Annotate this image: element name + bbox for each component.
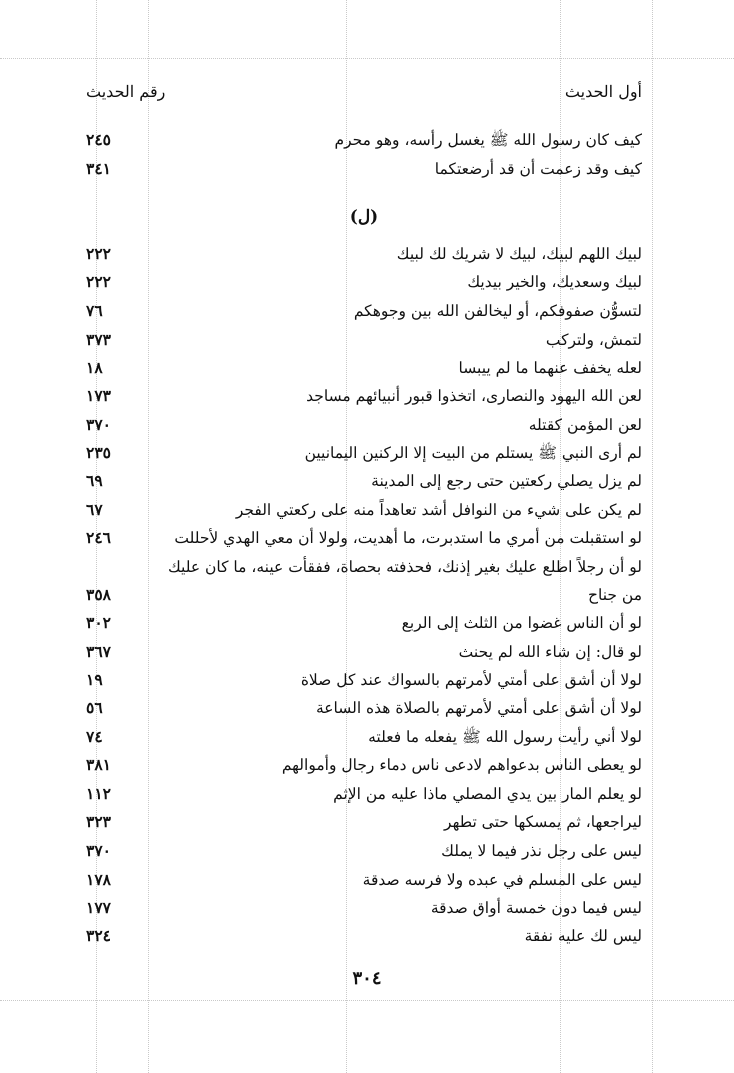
hadith-first-words: لولا أن أشق على أمتي لأمرتهم بالسواك عند كل صلاة: [300, 671, 642, 689]
hadith-number: ٣٢٤: [86, 926, 111, 945]
hadith-first-words: لبيك وسعديك، والخير بيديك: [467, 273, 642, 291]
hadith-number: ٣٧٣: [86, 330, 111, 349]
index-row: [86, 780, 642, 808]
hadith-number: ٦٩: [86, 471, 103, 490]
hadith-first-words: لو استقبلت من أمري ما استدبرت، ما أهديت، ولولا أن معي الهدي لأحللت: [174, 529, 642, 547]
hadith-number: ٢٤٥: [86, 130, 111, 149]
hadith-number: ١٧٨: [86, 870, 111, 889]
index-row: [86, 666, 642, 694]
guide-line: [652, 0, 653, 1073]
index-row: [86, 553, 642, 581]
hadith-first-words: لبيك اللهم لبيك، لبيك لا شريك لك لبيك: [396, 245, 642, 263]
hadith-first-words: لعن المؤمن كقتله: [528, 416, 642, 434]
hadith-number: ٣٥٨: [86, 585, 111, 604]
index-row: [86, 496, 642, 524]
hadith-first-words: لولا أني رأيت رسول الله ﷺ يفعله ما فعلته: [368, 728, 642, 746]
hadith-first-words: من جناح: [587, 586, 642, 604]
index-row: [86, 694, 642, 722]
hadith-number: ٣٢٣: [86, 812, 111, 831]
section-letter: (ل): [349, 207, 379, 227]
hadith-number: ١١٢: [86, 784, 111, 803]
hadith-first-words: لعن الله اليهود والنصارى، اتخذوا قبور أنبيائهم مساجد: [306, 387, 642, 405]
index-row: [86, 126, 642, 154]
index-row: [86, 240, 642, 268]
hadith-first-words: لتسوُّن صفوفكم، أو ليخالفن الله بين وجوهكم: [353, 302, 642, 320]
header-first-words-title: أول الحديث: [564, 82, 642, 101]
index-row: [86, 467, 642, 495]
index-row: [86, 638, 642, 666]
page-number: ٣٠٤: [352, 968, 382, 989]
hadith-first-words: لم أرى النبي ﷺ يستلم من البيت إلا الركنين اليمانيين: [304, 444, 642, 462]
hadith-number: ٣٧٠: [86, 841, 111, 860]
hadith-number: ٣٨١: [86, 755, 111, 774]
hadith-number: ٣٦٧: [86, 642, 111, 661]
index-row: [86, 723, 642, 751]
hadith-first-words: لم يكن على شيء من النوافل أشد تعاهداً منه على ركعتي الفجر: [235, 501, 642, 519]
index-row: [86, 354, 642, 382]
hadith-first-words: لو أن الناس غضوا من الثلث إلى الربع: [401, 614, 642, 632]
hadith-first-words: لولا أن أشق على أمتي لأمرتهم بالصلاة هذه الساعة: [315, 699, 642, 717]
hadith-first-words: ليس فيما دون خمسة أواق صدقة: [430, 899, 642, 917]
index-row: [86, 439, 642, 467]
index-row: [86, 922, 642, 950]
hadith-first-words: ليراجعها، ثم يمسكها حتى تطهر: [444, 813, 642, 831]
guide-line: [0, 58, 734, 59]
hadith-number: ١٧٧: [86, 898, 111, 917]
hadith-number: ٢٢٢: [86, 272, 111, 291]
hadith-number: ٧٦: [86, 301, 103, 320]
hadith-number: ٦٧: [86, 500, 103, 519]
hadith-number: ١٨: [86, 358, 103, 377]
index-row: [86, 837, 642, 865]
hadith-number: ١٩: [86, 670, 103, 689]
hadith-first-words: ليس على المسلم في عبده ولا فرسه صدقة: [362, 871, 642, 889]
index-row: [86, 866, 642, 894]
index-row: [86, 894, 642, 922]
hadith-number: ٥٦: [86, 698, 103, 717]
header-hadith-number-title: رقم الحديث: [86, 82, 166, 101]
page-header: [86, 82, 642, 108]
guide-line: [0, 1000, 734, 1001]
index-row: [86, 411, 642, 439]
index-row: [86, 609, 642, 637]
hadith-first-words: لو يعطى الناس بدعواهم لادعى ناس دماء رجال وأموالهم: [281, 756, 642, 774]
index-row: [86, 297, 642, 325]
hadith-number: ٢٣٥: [86, 443, 111, 462]
hadith-number: ٣٧٠: [86, 415, 111, 434]
index-row: [86, 808, 642, 836]
hadith-first-words: ليس لك عليه نفقة: [524, 927, 642, 945]
hadith-number: ٢٢٢: [86, 244, 111, 263]
index-row: [86, 268, 642, 296]
hadith-first-words: لعله يخفف عنهما ما لم ييبسا: [458, 359, 642, 377]
index-row: [86, 382, 642, 410]
hadith-number: ١٧٣: [86, 386, 111, 405]
hadith-first-words: كيف وقد زعمت أن قد أرضعتكما: [434, 160, 642, 178]
index-row: [86, 326, 642, 354]
hadith-number: ٣٤١: [86, 159, 111, 178]
hadith-first-words: لم يزل يصلي ركعتين حتى رجع إلى المدينة: [371, 472, 642, 490]
hadith-number: ٧٤: [86, 727, 103, 746]
index-row: [86, 751, 642, 779]
hadith-first-words: لو يعلم المار بين يدي المصلي ماذا عليه من الإثم: [333, 785, 642, 803]
hadith-first-words: لو قال: إن شاء الله لم يحنث: [458, 643, 642, 661]
hadith-first-words: كيف كان رسول الله ﷺ يغسل رأسه، وهو محرم: [334, 131, 642, 149]
hadith-first-words: لتمش، ولتركب: [545, 331, 642, 349]
hadith-number: ٣٠٢: [86, 613, 111, 632]
hadith-first-words: ليس على رجل نذر فيما لا يملك: [441, 842, 642, 860]
hadith-number: ٢٤٦: [86, 528, 111, 547]
index-row: [86, 581, 642, 609]
hadith-first-words: لو أن رجلاً اطلع عليك بغير إذنك، فحذفته بحصاة، ففقأت عينه، ما كان عليك: [167, 558, 642, 576]
index-row: [86, 155, 642, 183]
index-row: [86, 524, 642, 552]
